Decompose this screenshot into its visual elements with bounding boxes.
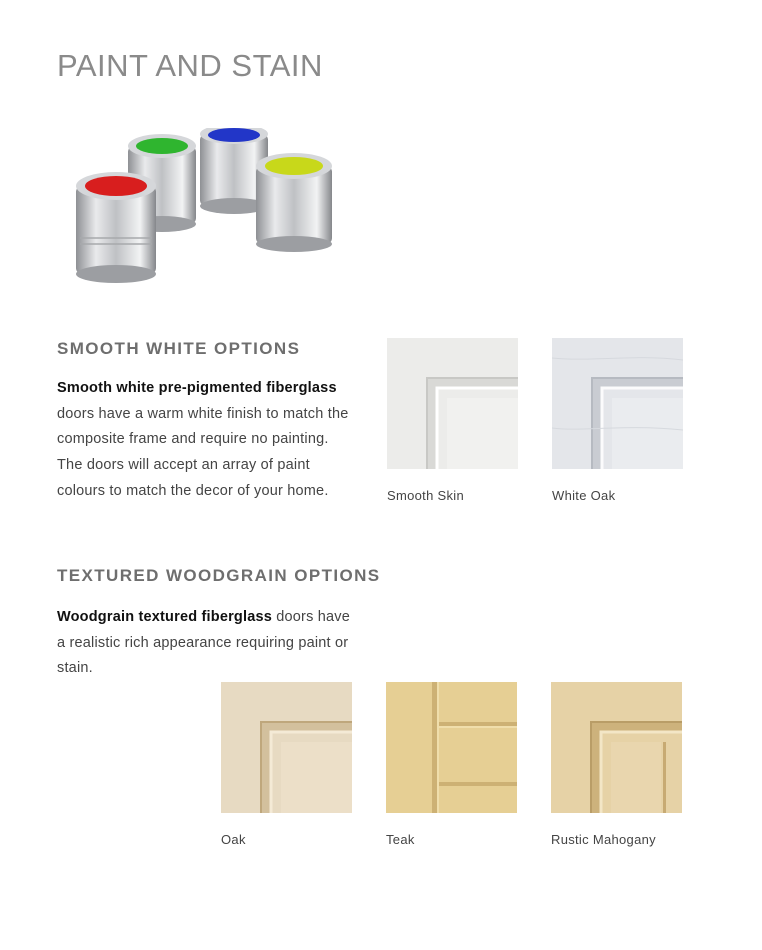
smooth-white-lead: Smooth white pre-pigmented fiberglass — [57, 380, 337, 396]
textured-woodgrain-description — [57, 605, 357, 682]
red-paint-can — [76, 172, 156, 283]
yellow-paint-can — [256, 153, 332, 252]
caption-smooth-skin: Smooth Skin — [387, 488, 465, 503]
smooth-white-description — [57, 376, 357, 505]
caption-rustic-mahogany: Rustic Mahogany — [551, 832, 656, 847]
textured-woodgrain-lead: Woodgrain textured fiberglass — [57, 609, 273, 625]
smooth-white-body: doors have a warm white finish to match the composite frame and require no painting. The doors will accept an array of paint colours to match the decor of your home. — [57, 405, 349, 499]
textured-woodgrain-body: doors have a realistic rich appearance requiring paint or stain. — [57, 609, 350, 677]
swatch-rustic-mahogany — [551, 682, 682, 813]
page-title: PAINT AND STAIN — [57, 48, 323, 83]
caption-oak: Oak — [221, 832, 246, 847]
paint-cans-image — [70, 128, 350, 288]
swatch-teak — [386, 682, 517, 813]
swatch-smooth-skin — [387, 338, 518, 469]
caption-white-oak: White Oak — [552, 488, 616, 503]
swatch-white-oak — [552, 338, 683, 469]
swatch-oak — [221, 682, 352, 813]
smooth-white-heading: SMOOTH WHITE OPTIONS — [57, 339, 301, 358]
textured-woodgrain-heading: TEXTURED WOODGRAIN OPTIONS — [57, 566, 381, 585]
caption-teak: Teak — [386, 832, 415, 847]
